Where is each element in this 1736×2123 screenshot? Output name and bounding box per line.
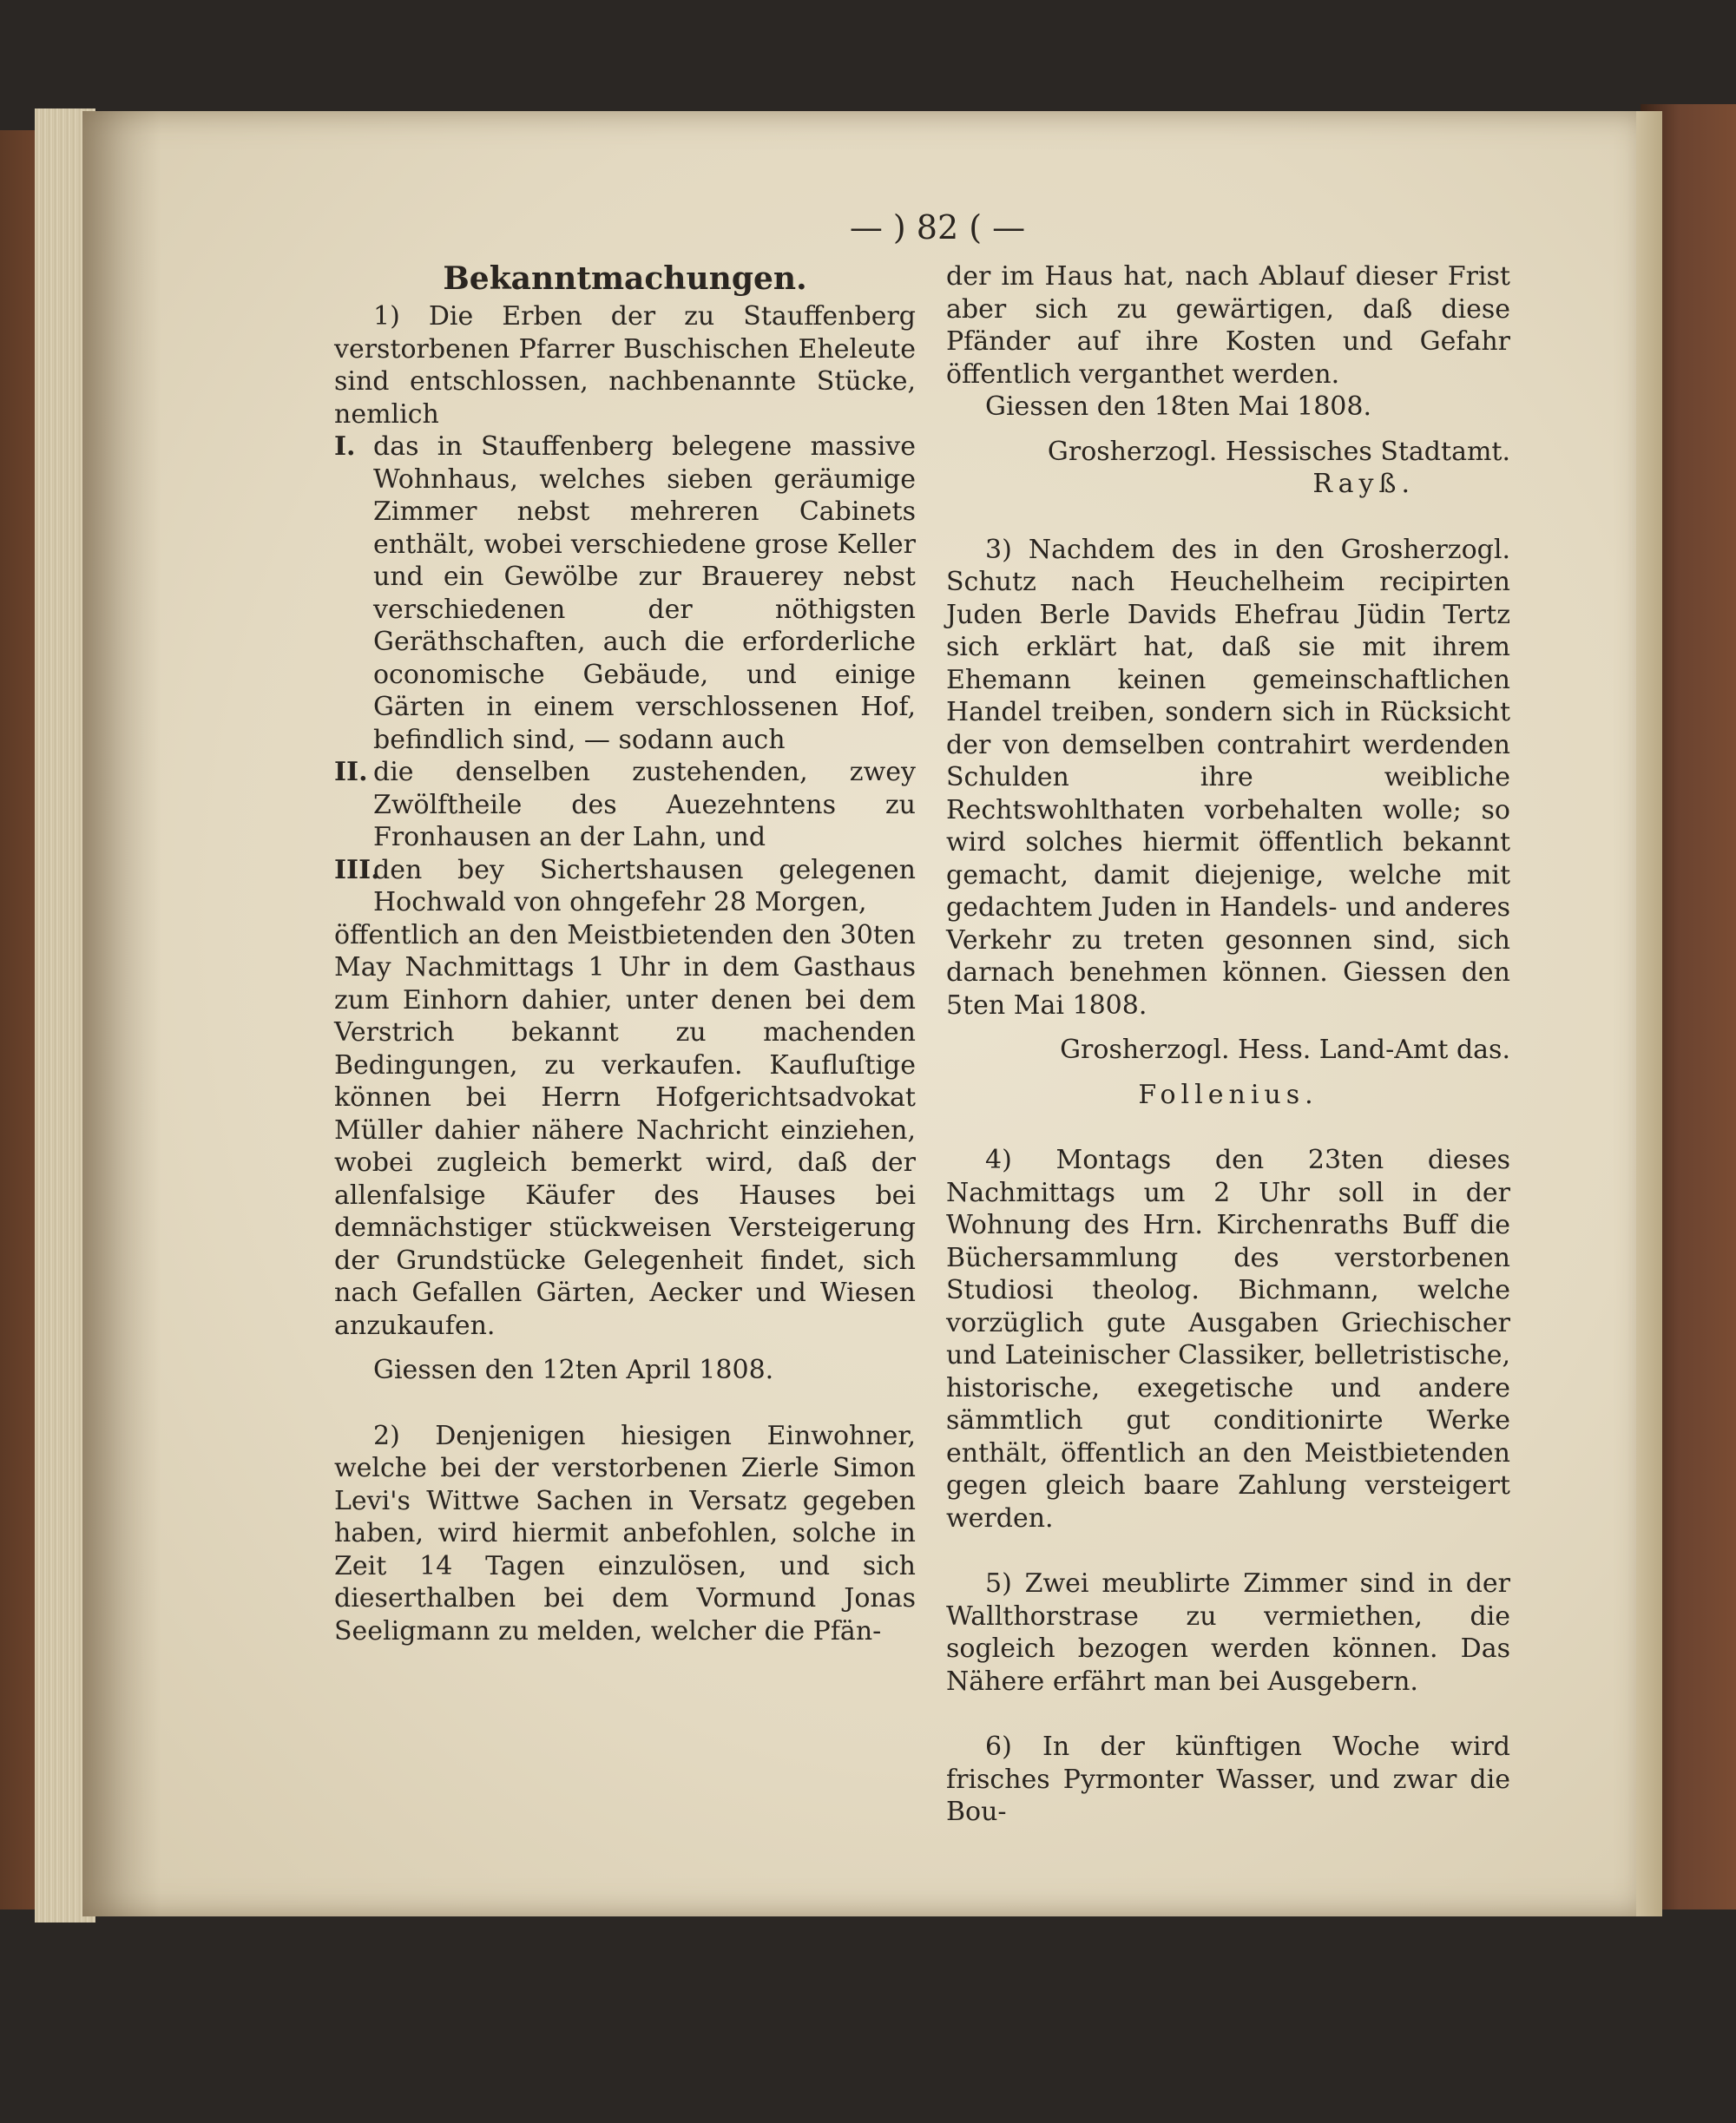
- notice-2-signature-name: Rayß.: [1312, 469, 1415, 499]
- notice-3: 3) Nachdem des in den Grosherzogl. Schutz nach Heuchelheim recipirten Juden Berle Davids Ehefrau Jüdin Tertz sich erklärt hat, daß sie mit ihrem Ehemann keinen gemeinschaftlichen Handel treiben, sondern sich in Rücksicht der von demselben contrahirt werdenden Schulden ihre weibliche Rechtswohlthaten vorbehalten wolle; so wird solches hiermit öffentlich bekannt gemacht, damit diejenige, welche mit gedachtem Juden in Handels- und anderes Verkehr zu treten gesonnen sind, sich darnach benehmen können. Giessen den 5ten Mai 1808.: [946, 534, 1510, 1021]
- notice-1-intro: 1) Die Erben der zu Stauffenberg verstorbenen Pfarrer Buschischen Eheleute sind entschlossen, nachbenannte Stücke, nemlich: [334, 301, 916, 430]
- section-heading: Bekanntmachungen.: [443, 260, 807, 297]
- notice-1-body: öffentlich an den Meistbietenden den 30ten May Nachmittags 1 Uhr in dem Gasthaus zum Einhorn dahier, unter denen bei dem Verstrich bekannt zu machenden Bedingungen, zu verkaufen. Kaufluſtige können bei Herrn Hofgerichtsadvokat Müller dahier nähere Nachricht einziehen, wobei zugleich bemerkt wird, daß der allenfalsige Käufer des Hauses bei demnächstiger stückweisen Versteigerung der Grundstücke Gelegenheit findet, sich nach Gefallen Gärten, Aecker und Wiesen anzukaufen.: [334, 919, 916, 1341]
- right-column: [946, 260, 1510, 1829]
- notice-2-continued: der im Haus hat, nach Ablauf dieser Frist aber sich zu gewärtigen, daß diese Pfänder auf ihre Kosten und Gefahr öffentlich verganthet werden.: [946, 261, 1510, 390]
- notice-4: 4) Montags den 23ten dieses Nachmittags um 2 Uhr soll in der Wohnung des Hrn. Kirchenraths Buff die Büchersammlung des verstorbenen Studiosi theolog. Bichmann, welche vorzüglich gute Ausgaben Griechischer und Lateinischer Classiker, belletristische, historische, exegetische und andere sämmtlich gut conditionirte Werke enthält, öffentlich an den Meistbietenden gegen gleich baare Zahlung versteigert werden.: [946, 1145, 1510, 1534]
- notice-2-start: 2) Denjenigen hiesigen Einwohner, welche bei der verstorbenen Zierle Simon Levi's Wittwe Sachen in Versatz gegeben haben, wird hiermit anbefohlen, solche in Zeit 14 Tagen einzulösen, und sich dieserthalben bei dem Vormund Jonas Seeligmann zu melden, welcher die Pfän-: [334, 1420, 916, 1646]
- list-item-text: die denselben zustehenden, zwey Zwölftheile des Auezehntens zu Fronhausen an der Lahn, und: [373, 757, 916, 852]
- left-column: [334, 260, 916, 1647]
- notice-1-date: Giessen den 12ten April 1808.: [373, 1355, 774, 1385]
- page-right-edge: [1636, 111, 1662, 1916]
- notice-3-signature-name: Follenius.: [1138, 1079, 1318, 1110]
- page-number: — ) 82 ( —: [849, 208, 1026, 246]
- gutter-shadow: [82, 111, 161, 1916]
- list-item: [334, 756, 916, 854]
- list-item-text: das in Stauffenberg belegene massive Wohnhaus, welches sieben geräumige Zimmer nebst mehreren Cabinets enthält, wobei verschiedene grose Keller und ein Gewölbe zur Brauerey nebst verschiedenen der nöthigsten Geräthschaften, auch die erforderliche oconomische Gebäude, und einige Gärten in einem verschlossenen Hof, befindlich sind, — sodann auch: [373, 431, 916, 755]
- notice-5: 5) Zwei meublirte Zimmer sind in der Wallthorstrase zu vermiethen, die sogleich bezogen werden können. Das Nähere erfährt man bei Ausgebern.: [946, 1568, 1510, 1697]
- list-item: [334, 854, 916, 919]
- list-item-number: II.: [334, 757, 368, 787]
- list-item-text: den bey Sichertshausen gelegenen Hochwald von ohngefehr 28 Morgen,: [373, 854, 916, 917]
- notice-2-signature-office: Grosherzogl. Hessisches Stadtamt.: [1047, 436, 1510, 467]
- list-item: [334, 431, 916, 756]
- notice-6: 6) In der künftigen Woche wird frisches Pyrmonter Wasser, und zwar die Bou-: [946, 1732, 1510, 1827]
- notice-2-date: Giessen den 18ten Mai 1808.: [985, 391, 1371, 422]
- notice-3-signature-office: Grosherzogl. Hess. Land-Amt das.: [1060, 1035, 1510, 1065]
- list-item-number: III.: [334, 854, 380, 885]
- list-item-number: I.: [334, 431, 356, 462]
